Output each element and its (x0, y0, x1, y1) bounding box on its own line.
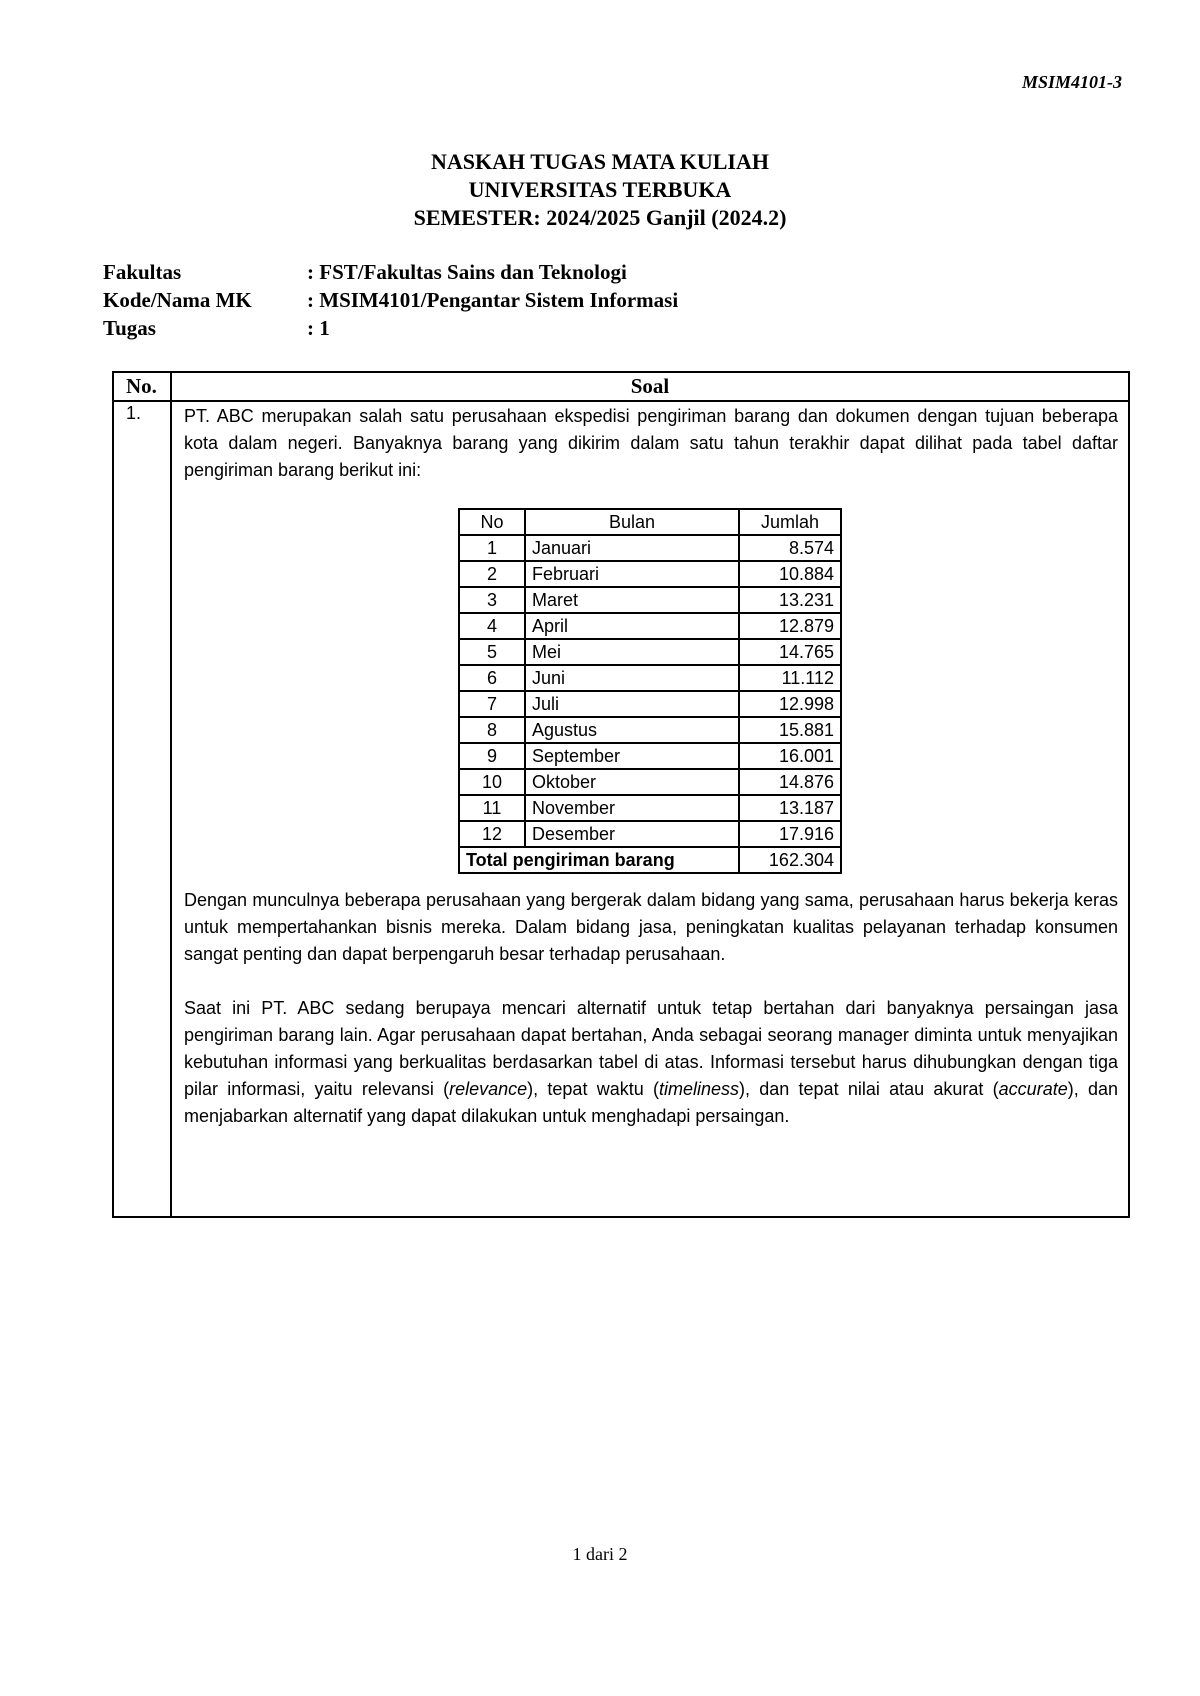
cell-jumlah: 8.574 (739, 535, 841, 561)
meta-label: Fakultas (103, 260, 182, 284)
meta-value: : 1 (307, 316, 330, 340)
cell-jumlah: 13.231 (739, 587, 841, 613)
cell-jumlah: 16.001 (739, 743, 841, 769)
column-header-no: No (459, 509, 525, 535)
para3-part-c: ), dan tepat nilai atau akurat ( (739, 1079, 999, 1099)
table-row (459, 821, 841, 847)
cell-jumlah: 11.112 (739, 665, 841, 691)
total-row (459, 847, 841, 873)
cell-bulan: Juni (525, 665, 739, 691)
page-footer: 1 dari 2 (572, 1544, 628, 1564)
paragraph-2: Dengan munculnya beberapa perusahaan yang bergerak dalam bidang yang sama, perusahaan harus bekerja keras untuk mempertahankan bisnis mereka. Dalam bidang jasa, peningkatan kualitas pelayanan terhadap konsumen sangat penting dan dapat berpengaruh besar terhadap perusahaan. (184, 890, 1118, 964)
shipping-table (458, 508, 842, 874)
cell-no: 12 (459, 821, 525, 847)
header-no: No. (126, 374, 157, 398)
table-row (459, 743, 841, 769)
cell-no: 5 (459, 639, 525, 665)
para3-part-b: ), tepat waktu ( (527, 1079, 659, 1099)
table-row (459, 535, 841, 561)
cell-bulan: Februari (525, 561, 739, 587)
cell-bulan: November (525, 795, 739, 821)
total-label: Total pengiriman barang (459, 847, 739, 873)
cell-bulan: Januari (525, 535, 739, 561)
cell-bulan: Desember (525, 821, 739, 847)
cell-no: 11 (459, 795, 525, 821)
cell-bulan: Oktober (525, 769, 739, 795)
header-soal: Soal (630, 374, 670, 398)
cell-jumlah: 14.765 (739, 639, 841, 665)
column-header-bulan: Bulan (525, 509, 739, 535)
shipping-table-body (459, 535, 841, 847)
cell-no: 2 (459, 561, 525, 587)
table-row (459, 613, 841, 639)
cell-jumlah: 13.187 (739, 795, 841, 821)
column-header-jumlah: Jumlah (739, 509, 841, 535)
table-row (459, 665, 841, 691)
cell-bulan: April (525, 613, 739, 639)
table-row (459, 639, 841, 665)
cell-bulan: Juli (525, 691, 739, 717)
table-row (459, 587, 841, 613)
meta-label: Tugas (103, 316, 156, 340)
para3-part-a: Saat ini PT. ABC sedang berupaya mencari alternatif untuk tetap bertahan dari banyaknya persaingan jasa pengiriman barang lain. Agar perusahaan dapat bertahan, Anda sebagai seorang manager diminta untuk menyajikan kebutuhan informasi yang berkualitas berdasarkan tabel di atas. Informasi tersebut harus dihubungkan dengan tiga pilar informasi, yaitu relevansi ( (184, 998, 1118, 1099)
cell-jumlah: 10.884 (739, 561, 841, 587)
intro-paragraph: PT. ABC merupakan salah satu perusahaan ekspedisi pengiriman barang dan dokumen dengan tujuan beberapa kota dalam negeri. Banyaknya barang yang dikirim dalam satu tahun terakhir dapat dilihat pada tabel daftar pengiriman barang berikut ini: (184, 406, 1118, 480)
header-university: UNIVERSITAS TERBUKA (468, 177, 732, 202)
paragraph-3 (184, 995, 1118, 1130)
document-header (0, 148, 1200, 232)
table-row (459, 795, 841, 821)
shipping-table-header (459, 509, 841, 535)
cell-jumlah: 12.879 (739, 613, 841, 639)
term-relevance: relevance (449, 1079, 528, 1099)
cell-jumlah: 14.876 (739, 769, 841, 795)
cell-no: 4 (459, 613, 525, 639)
question-table-header (114, 373, 1128, 402)
cell-no: 1 (459, 535, 525, 561)
course-meta (103, 258, 678, 342)
total-value: 162.304 (739, 847, 841, 873)
header-semester: SEMESTER: 2024/2025 Ganjil (2024.2) (413, 205, 787, 230)
cell-no: 7 (459, 691, 525, 717)
question-number: 1. (126, 403, 142, 423)
table-row (459, 717, 841, 743)
page-code: MSIM4101-3 (1021, 72, 1122, 92)
cell-no: 10 (459, 769, 525, 795)
cell-bulan: Agustus (525, 717, 739, 743)
meta-row-kode-mk (103, 286, 678, 314)
table-row (459, 691, 841, 717)
cell-no: 9 (459, 743, 525, 769)
cell-bulan: September (525, 743, 739, 769)
cell-no: 6 (459, 665, 525, 691)
cell-jumlah: 15.881 (739, 717, 841, 743)
meta-value: : FST/Fakultas Sains dan Teknologi (307, 260, 627, 284)
paragraph-gap (184, 968, 1118, 995)
cell-bulan: Maret (525, 587, 739, 613)
meta-row-fakultas (103, 258, 678, 286)
term-accurate: accurate (998, 1079, 1068, 1099)
term-timeliness: timeliness (658, 1079, 739, 1099)
meta-row-tugas (103, 314, 678, 342)
cell-no: 8 (459, 717, 525, 743)
table-row (459, 769, 841, 795)
cell-jumlah: 17.916 (739, 821, 841, 847)
table-row (459, 561, 841, 587)
meta-value: : MSIM4101/Pengantar Sistem Informasi (307, 288, 679, 312)
column-divider (170, 373, 172, 1216)
cell-jumlah: 12.998 (739, 691, 841, 717)
para3-part-d: ), dan menjabarkan alternatif yang dapat dilakukan untuk menghadapi persaingan. (184, 1079, 1119, 1126)
meta-label: Kode/Nama MK (103, 288, 252, 312)
header-title: NASKAH TUGAS MATA KULIAH (431, 149, 769, 174)
cell-no: 3 (459, 587, 525, 613)
cell-bulan: Mei (525, 639, 739, 665)
